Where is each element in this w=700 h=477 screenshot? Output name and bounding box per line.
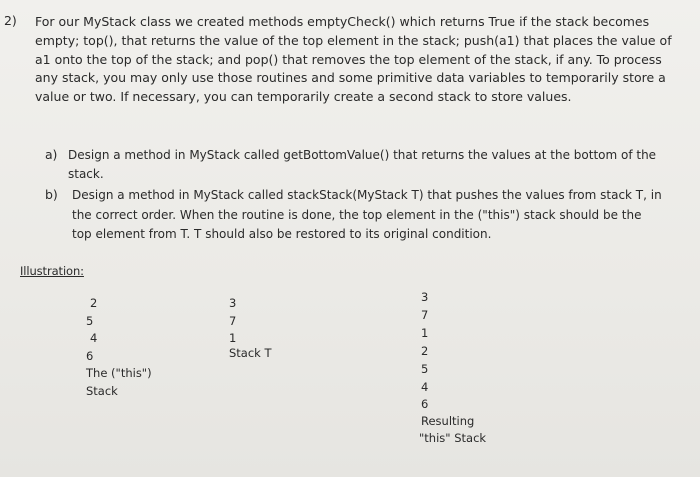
this-stack-value: 4 [90, 331, 98, 345]
resulting-stack-value: 1 [421, 326, 429, 340]
illustration-heading: Illustration: [20, 264, 84, 278]
stack-t-value: 1 [229, 331, 237, 345]
this-stack-value: 2 [90, 296, 98, 310]
resulting-stack-value: 7 [421, 308, 429, 322]
question-line-3: a1 onto the top of the stack; and pop() that removes the top element of the stack, if any. To process [35, 51, 662, 67]
part-a-line-2: stack. [68, 167, 104, 181]
part-b-line-2: the correct order. When the routine is done, the top element in the ("this") stack should be the [72, 207, 642, 222]
part-b-label: b) [45, 187, 58, 202]
this-stack-caption-line-2: Stack [86, 384, 118, 398]
this-stack-value: 5 [86, 314, 94, 328]
resulting-stack-caption-line-2: "this" Stack [419, 431, 487, 445]
part-a-label: a) [45, 147, 58, 162]
resulting-stack-value: 5 [421, 362, 429, 376]
question-line-1: For our MyStack class we created methods emptyCheck() which returns True if the stack becomes [35, 14, 650, 29]
part-b-text [72, 186, 662, 245]
part-a-line-1: Design a method in MyStack called getBottomValue() that returns the values at the bottom of the [68, 148, 657, 162]
resulting-stack-value: 3 [421, 290, 429, 304]
this-stack-value: 6 [86, 349, 94, 363]
question-text [35, 13, 672, 107]
resulting-stack-value: 2 [421, 344, 429, 358]
question-line-5: value or two. If necessary, you can temporarily create a second stack to store values. [35, 89, 572, 105]
stack-t-value: 3 [229, 296, 237, 310]
stack-t-value: 7 [229, 314, 237, 328]
resulting-stack-caption-line-1: Resulting [421, 414, 475, 428]
resulting-stack-value: 6 [421, 397, 429, 411]
question-line-2: empty; top(), that returns the value of the top element in the stack; push(a1) that places the value of [35, 32, 672, 48]
question-line-4: any stack, you may only use those routines and some primitive data variables to temporarily store a [35, 70, 666, 86]
part-a-text [68, 146, 656, 184]
stack-t-caption: Stack T [229, 346, 272, 360]
this-stack-caption-line-1: The ("this") [86, 366, 152, 380]
resulting-stack-value: 4 [421, 380, 429, 394]
part-b-line-1: Design a method in MyStack called stackStack(MyStack T) that pushes the values from stack T, in [72, 188, 662, 202]
part-b-line-3: top element from T. T should also be restored to its original condition. [72, 227, 492, 241]
question-number: 2) [4, 13, 17, 28]
